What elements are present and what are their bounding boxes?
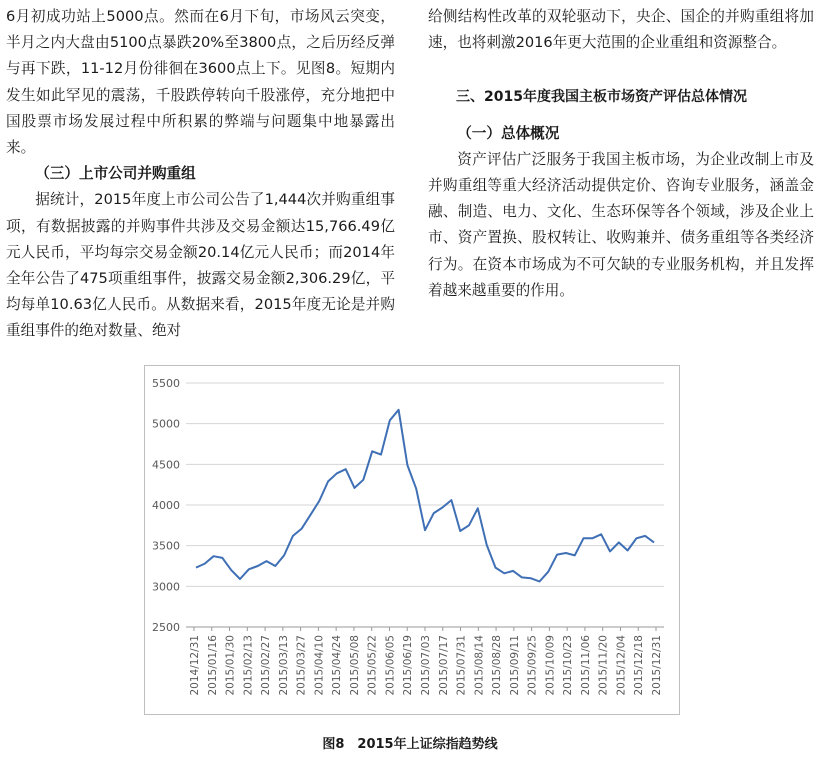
x-tick-label: 2015/06/19 bbox=[402, 635, 415, 696]
x-tick-label: 2015/08/28 bbox=[491, 635, 504, 696]
y-tick-label: 2500 bbox=[152, 621, 180, 634]
x-tick-label: 2015/04/10 bbox=[313, 635, 326, 696]
x-tick-label: 2015/02/13 bbox=[242, 635, 255, 696]
y-tick-label: 5000 bbox=[152, 417, 180, 431]
x-tick-label: 2015/04/24 bbox=[331, 635, 344, 696]
line-chart bbox=[144, 365, 680, 715]
right-column bbox=[428, 4, 814, 304]
x-tick-label: 2015/12/31 bbox=[651, 635, 663, 696]
x-tick-label: 2015/11/20 bbox=[597, 635, 610, 696]
section-heading: 三、2015年度我国主板市场资产评估总体情况 bbox=[456, 89, 747, 106]
x-tick-label: 2014/12/31 bbox=[189, 635, 201, 696]
x-tick-label: 2015/06/05 bbox=[384, 635, 397, 696]
right-paragraph-1: 给侧结构性改革的双轮驱动下，央企、国企的并购重组将加速，也将刺激2016年更大范围的企业重组和资源整合。 bbox=[428, 8, 814, 52]
y-tick-label: 4500 bbox=[152, 458, 180, 472]
x-tick-label: 2015/05/22 bbox=[366, 635, 379, 696]
right-subheading: （一）总体概况 bbox=[457, 124, 560, 142]
x-tick-label: 2015/05/08 bbox=[348, 635, 361, 696]
x-tick-label: 2015/01/30 bbox=[224, 635, 237, 696]
x-tick-label: 2015/10/23 bbox=[562, 635, 575, 696]
x-tick-label: 2015/10/09 bbox=[544, 635, 557, 696]
y-tick-label: 4000 bbox=[152, 499, 180, 512]
y-tick-label: 3500 bbox=[152, 539, 180, 553]
x-tick-label: 2015/09/11 bbox=[508, 635, 521, 696]
x-tick-label: 2015/07/17 bbox=[437, 635, 450, 696]
x-tick-label: 2015/01/16 bbox=[206, 635, 219, 696]
left-column bbox=[6, 4, 395, 345]
right-paragraph-2: 资产评估广泛服务于我国主板市场，为企业改制上市及并购重组等重大经济活动提供定价、咨询专业服务，涵盖金融、制造、电力、文化、生态环保等各个领域，涉及企业上市、资产置换、股权转让、收购兼并、债务重组等各类经济行为。在资本市场成为不可欠缺的专业服务机构，并且发挥着越来越重要的作用。 bbox=[428, 150, 814, 299]
chart-container bbox=[144, 365, 680, 715]
y-tick-label: 3000 bbox=[152, 580, 180, 594]
left-paragraph-2: 据统计，2015年度上市公司公告了1,444次并购重组事项，有数据披露的并购事件共涉及交易金额达15,766.49亿元人民币，平均每宗交易金额20.14亿元人民币；而2014年全年公告了475项重组事件，披露交易金额2,306.29亿，平均每单10.63亿人民币。从数据来看，2015年度无论是并购重组事件的绝对数量、绝对 bbox=[6, 191, 395, 340]
figure-caption: 图8 2015年上证综指趋势线 bbox=[322, 737, 498, 752]
y-tick-label: 5500 bbox=[152, 377, 180, 390]
x-tick-label: 2015/07/31 bbox=[455, 635, 468, 696]
left-paragraph-1: 6月初成功站上5000点。然而在6月下旬，市场风云突变，半月之内大盘由5100点暴跌20%至3800点，之后历经反弹与再下跌，11-12月份徘徊在3600点上下。见图8。短期内发生如此罕见的震荡，千股跌停转向千股涨停，充分地把中国股票市场发展过程中所积累的弊端与问题集中地暴露出来。 bbox=[6, 8, 395, 157]
x-tick-label: 2015/12/04 bbox=[615, 635, 628, 696]
x-tick-label: 2015/09/25 bbox=[526, 635, 539, 696]
x-tick-label: 2015/07/03 bbox=[420, 635, 432, 696]
x-tick-label: 2015/03/13 bbox=[277, 635, 290, 696]
x-tick-label: 2015/02/27 bbox=[260, 635, 273, 696]
x-tick-label: 2015/12/18 bbox=[633, 635, 646, 696]
left-subheading: （三）上市公司并购重组 bbox=[35, 165, 196, 183]
x-tick-label: 2015/03/27 bbox=[295, 635, 308, 696]
x-tick-label: 2015/11/06 bbox=[579, 635, 592, 696]
x-tick-label: 2015/08/14 bbox=[473, 635, 486, 696]
